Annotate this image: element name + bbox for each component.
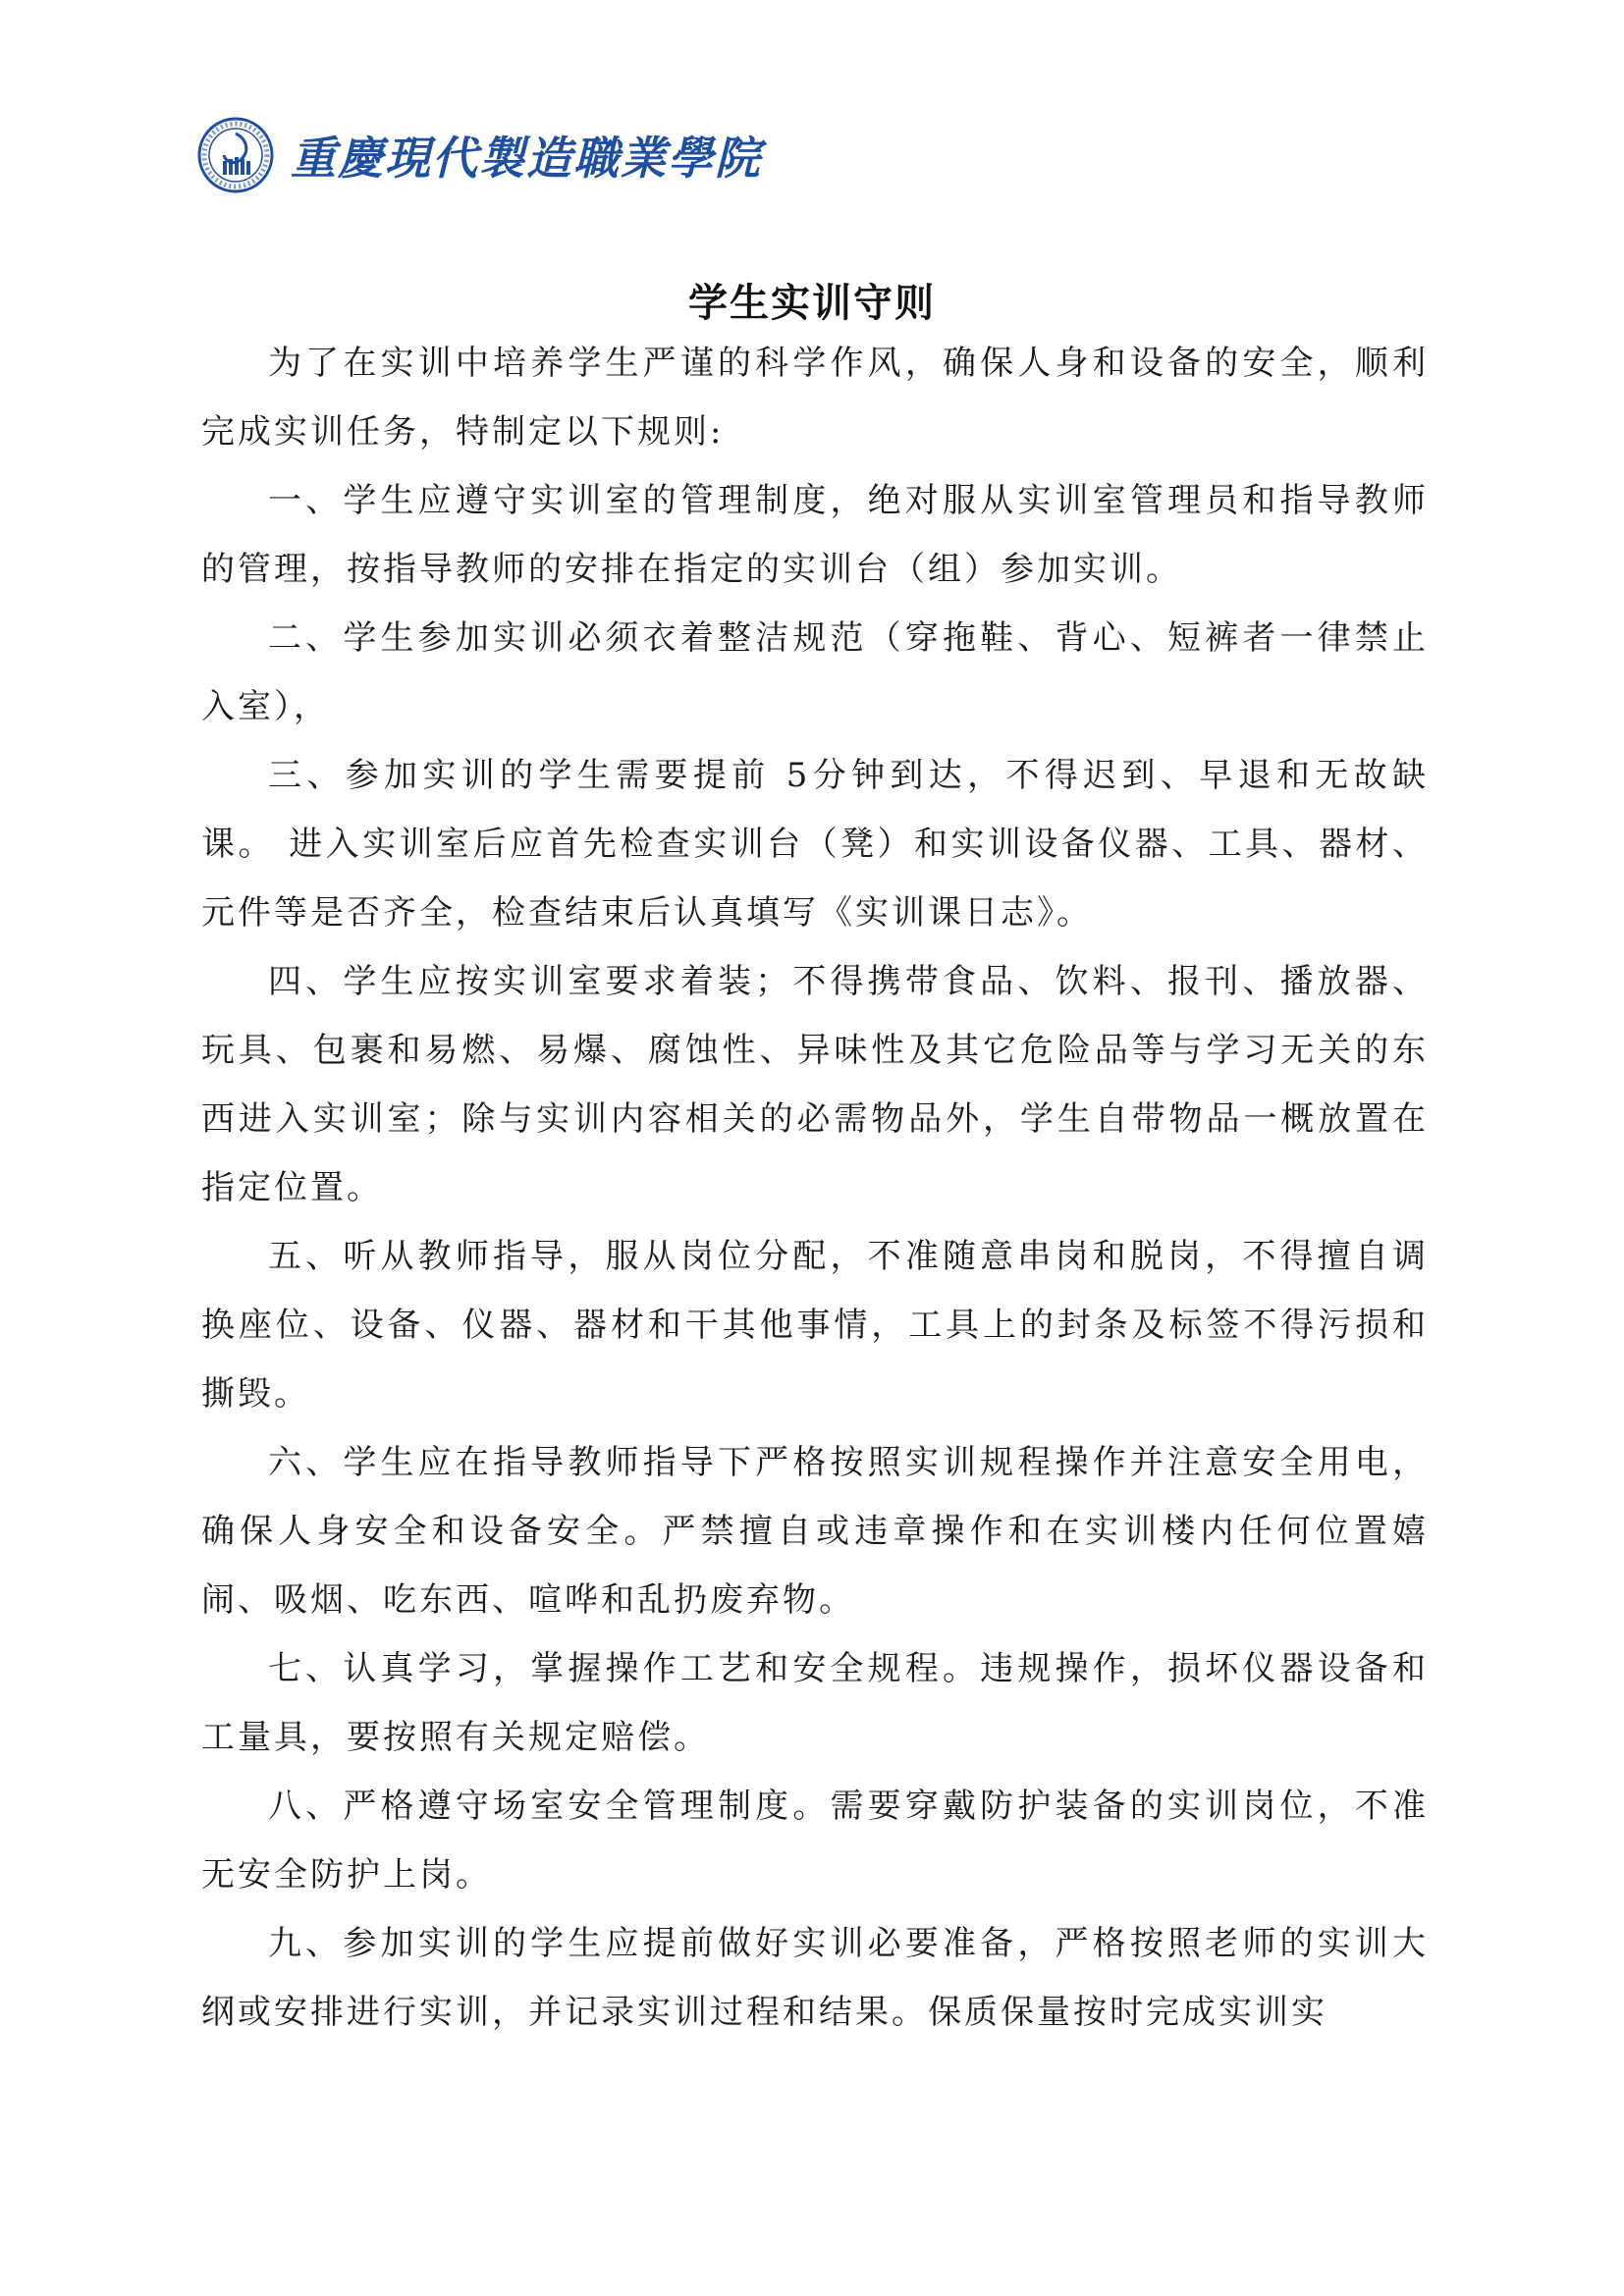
paragraph-rule-8: 八、严格遵守场室安全管理制度。需要穿戴防护装备的实训岗位，不准无安全防护上岗。: [201, 1787, 1429, 1895]
paragraph-intro: 为了在实训中培养学生严谨的科学作风，确保人身和设备的安全，顺利完成实训任务，特制定以下规则:: [201, 344, 1429, 452]
paragraph-rule-6: 六、学生应在指导教师指导下严格按照实训规程操作并注意安全用电，确保人身安全和设备安全。严禁擅自或违章操作和在实训楼内任何位置嬉闹、吸烟、吃东西、喧哗和乱扔废弃物。: [201, 1443, 1429, 1620]
paragraph-rule-9: 九、参加实训的学生应提前做好实训必要准备，严格按照老师的实训大纲或安排进行实训，并记录实训过程和结果。保质保量按时完成实训实: [201, 1924, 1429, 2032]
school-seal-icon: [196, 116, 275, 194]
paragraph-rule-5: 五、听从教师指导，服从岗位分配，不准随意串岗和脱岗，不得擅自调换座位、设备、仪器、器材和干其他事情，工具上的封条及标签不得污损和撕毁。: [201, 1237, 1429, 1414]
paragraph-rule-4: 四、学生应按实训室要求着装；不得携带食品、饮料、报刊、播放器、玩具、包裹和易燃、易爆、腐蚀性、异味性及其它危险品等与学习无关的东西进入实训室；除与实训内容相关的必需物品外，学生自带物品一概放置在指定位置。: [201, 962, 1429, 1207]
paragraph-rule-1: 一、学生应遵守实训室的管理制度，绝对服从实训室管理员和指导教师的管理，按指导教师的安排在指定的实训台（组）参加实训。: [201, 481, 1429, 589]
school-name-logo: 重慶現代製造職業學院: [291, 132, 762, 185]
document-body: [201, 329, 1429, 2047]
page-header: [196, 116, 762, 194]
document-title: 学生实训守则: [688, 280, 936, 326]
paragraph-rule-3: 三、参加实训的学生需要提前 5分钟到达，不得迟到、早退和无故缺课。 进入实训室后应首先检查实训台（凳）和实训设备仪器、工具、器材、元件等是否齐全，检查结束后认真填写《实训课日志》。: [201, 756, 1429, 933]
paragraph-rule-2: 二、学生参加实训必须衣着整洁规范（穿拖鞋、背心、短裤者一律禁止入室），: [201, 618, 1429, 726]
paragraph-rule-7: 七、认真学习，掌握操作工艺和安全规程。违规操作，损坏仪器设备和工量具，要按照有关规定赔偿。: [201, 1649, 1429, 1757]
